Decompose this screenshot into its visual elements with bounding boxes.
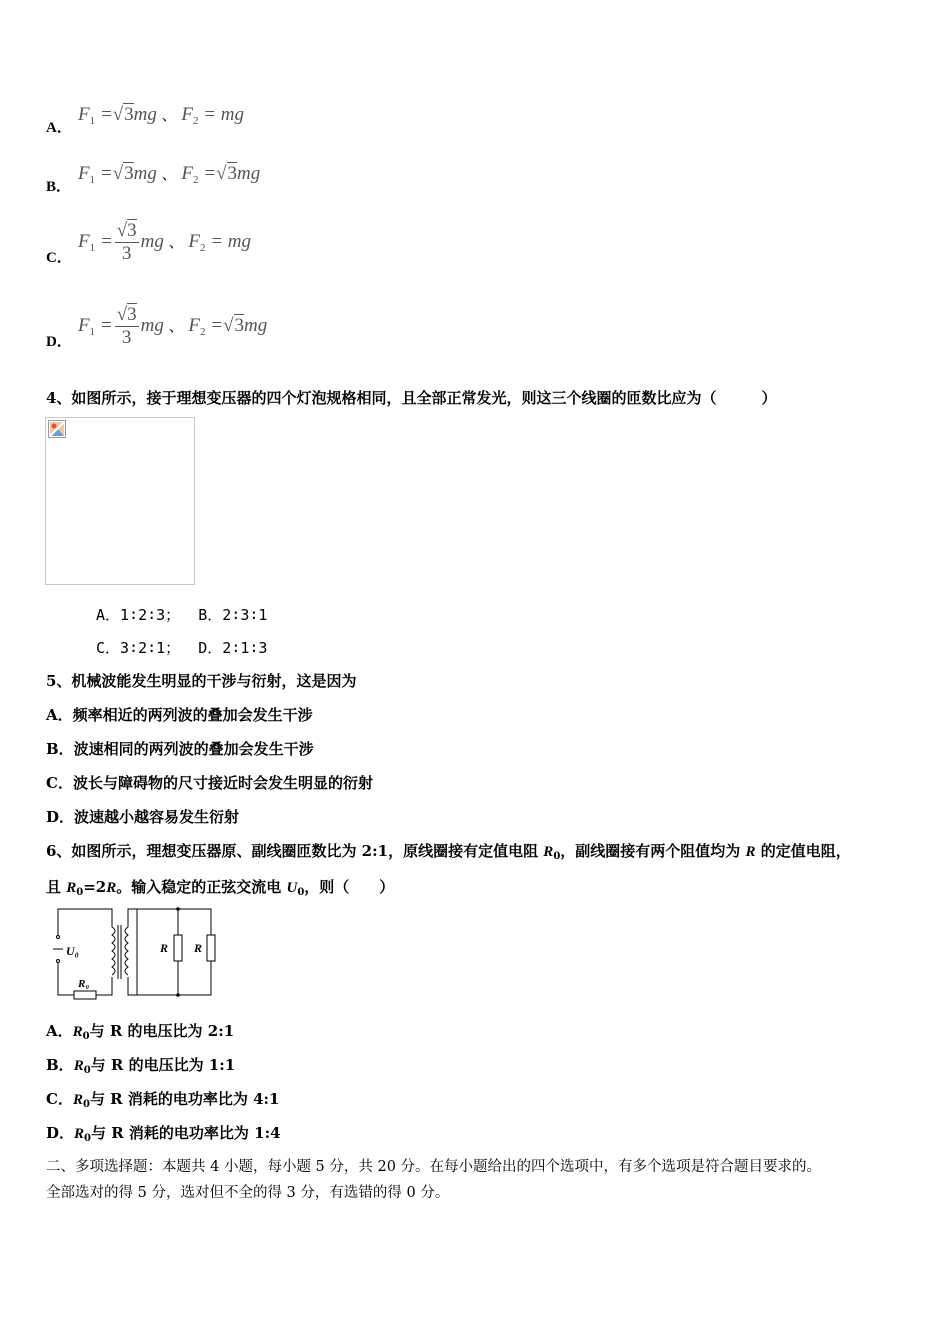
q6-option-a: A．$R_0$与 R 的电压比为 2:1 (46, 1022, 235, 1042)
q5-option-a: A．频率相近的两列波的叠加会发生干涉 (46, 706, 313, 724)
q4-question: 4、如图所示，接于理想变压器的四个灯泡规格相同，且全部正常发光，则这三个线圈的匝数比应为（ ） (46, 389, 777, 407)
option-b-label: B． (46, 179, 72, 195)
r-label-2: R (194, 941, 203, 955)
option-c-label: C． (46, 250, 72, 266)
r-resistor-1 (174, 935, 182, 961)
section2-line1: 二、多项选择题：本题共 4 小题，每小题 5 分，共 20 分。在每小题给出的四个选项中，有多个选项是符合题目要求的。 (46, 1159, 822, 1175)
option-d-formula: $F_1$ = $\frac{√3}{3}$ mg 、 $F_2 =√3mg$ (78, 304, 268, 348)
q5-option-d: D．波速越小越容易发生衍射 (46, 808, 240, 826)
r-resistor-2 (207, 935, 215, 961)
q6-question-line2: 且 $R_0=2R$。输入稳定的正弦交流电 $U_0$，则（ ） (46, 878, 395, 898)
q6-circuit-diagram (50, 905, 220, 1000)
q4-figure-placeholder (45, 417, 195, 585)
r0-resistor (74, 991, 96, 999)
q6-option-c: C．$R_0$与 R 消耗的电功率比为 4:1 (46, 1090, 280, 1110)
q4-options-row1: A．1∶2∶3； B．2∶3∶1 (96, 606, 268, 624)
separator: 、 (161, 106, 177, 124)
option-c-formula: $F_1$ = $\frac{√3}{3}$ mg 、 $F_2$ = mg (78, 220, 252, 264)
option-b-formula: $F_1 =√3mg$ 、 $F_2 =√3mg$ (78, 163, 261, 186)
broken-image-icon (48, 420, 66, 438)
q4-options-row2: C．3∶2∶1； D．2∶1∶3 (96, 639, 268, 657)
section2-line2: 全部选对的得 5 分，选对但不全的得 3 分，有选错的得 0 分。 (46, 1185, 450, 1201)
u0-label: U₀ (66, 944, 79, 958)
q6-option-b: B．$R_0$与 R 的电压比为 1:1 (46, 1056, 236, 1076)
q5-option-b: B．波速相同的两列波的叠加会发生干涉 (46, 740, 314, 758)
r0-label: R₀ (78, 978, 90, 990)
q5-option-c: C．波长与障碍物的尺寸接近时会发生明显的衍射 (46, 774, 373, 792)
option-d-label: D． (46, 334, 72, 350)
option-a-formula: $F_1 =√3mg$ 、 $F_2$ = mg (78, 104, 245, 127)
q5-question: 5、机械波能发生明显的干涉与衍射，这是因为 (46, 672, 357, 690)
option-a-label: A． (46, 120, 72, 136)
q6-question-line1: 6、如图所示，理想变压器原、副线圈匝数比为 2:1，原线圈接有定值电阻 $R_0$，副线圈接有两个阻值均为 R 的定值电阻， (46, 842, 851, 862)
r-label-1: R (160, 941, 169, 955)
q6-option-d: D．$R_0$与 R 消耗的电功率比为 1:4 (46, 1124, 281, 1144)
